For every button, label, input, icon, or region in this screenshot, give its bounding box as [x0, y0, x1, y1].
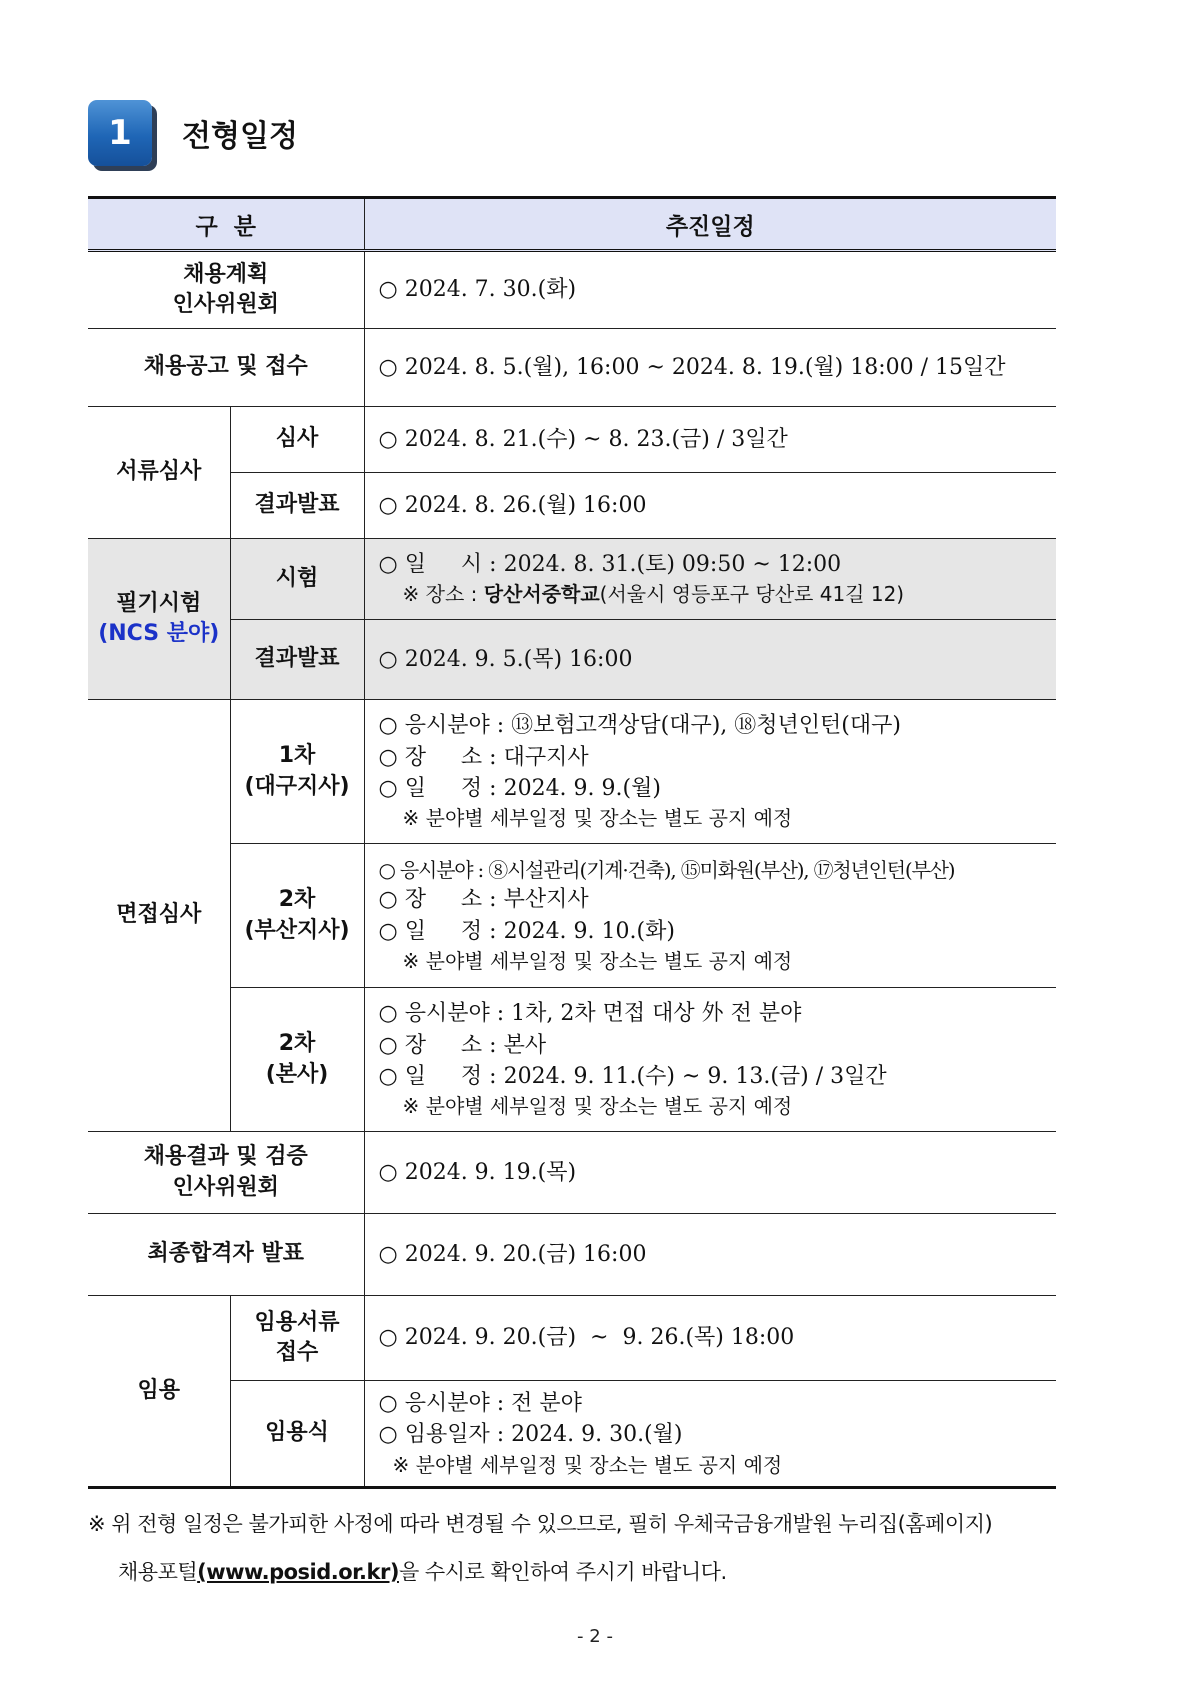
- table-row: [88, 988, 1056, 1132]
- subcategory-cell: 시험: [230, 539, 364, 620]
- schedule-cell: ○ 2024. 9. 20.(금) 16:00: [364, 1214, 1056, 1296]
- schedule-cell: ○ 응시분야 : ⑬보험고객상담(대구), ⑱청년인턴(대구) ○ 장 소 : 대구지사 ○ 일 정 : 2024. 9. 9.(월) ※ 분야별 세부일정 및 장소는 별도 공지 예정: [364, 700, 1056, 844]
- header-schedule: 추진일정: [364, 198, 1056, 251]
- subcategory-cell: 임용식: [230, 1381, 364, 1488]
- subcategory-cell: 심사: [230, 407, 364, 473]
- table-row: [88, 407, 1056, 473]
- table-row: [88, 1214, 1056, 1296]
- schedule-cell: ○ 2024. 8. 26.(월) 16:00: [364, 473, 1056, 539]
- schedule-cell: ○ 2024. 8. 5.(월), 16:00 ~ 2024. 8. 19.(월) 18:00 / 15일간: [364, 329, 1056, 407]
- footnote: [88, 1500, 1068, 1596]
- table-row: [88, 1381, 1056, 1488]
- schedule-cell: ○ 응시분야 : ⑧시설관리(기계·건축), ⑮미화원(부산), ⑰청년인턴(부산) ○ 장 소 : 부산지사 ○ 일 정 : 2024. 9. 10.(화) ※ 분야별 세부일정 및 장소는 별도 공지 예정: [364, 844, 1056, 988]
- schedule-cell: ○ 일 시 : 2024. 8. 31.(토) 09:50 ~ 12:00 ※ 장소 : 당산서중학교(서울시 영등포구 당산로 41길 12): [364, 539, 1056, 620]
- category-cell: 면접심사: [88, 700, 230, 1132]
- subcategory-cell: 2차 (본사): [230, 988, 364, 1132]
- schedule-cell: ○ 응시분야 : 전 분야 ○ 임용일자 : 2024. 9. 30.(월) ※ 분야별 세부일정 및 장소는 별도 공지 예정: [364, 1381, 1056, 1488]
- schedule-cell: ○ 2024. 9. 20.(금) ~ 9. 26.(목) 18:00: [364, 1296, 1056, 1381]
- table-row: [88, 700, 1056, 844]
- category-cell: 임용: [88, 1296, 230, 1488]
- table-row: [88, 539, 1056, 620]
- subcategory-cell: 1차 (대구지사): [230, 700, 364, 844]
- footnote-line-1: ※ 위 전형 일정은 불가피한 사정에 따라 변경될 수 있으므로, 필히 우체국금융개발원 누리집(홈페이지): [88, 1512, 993, 1536]
- recruit-portal-link[interactable]: (www.posid.or.kr): [197, 1560, 399, 1584]
- table-row: [88, 1296, 1056, 1381]
- section-title: 전형일정: [182, 119, 298, 154]
- schedule-cell: ○ 2024. 8. 21.(수) ~ 8. 23.(금) / 3일간: [364, 407, 1056, 473]
- subcategory-cell: 결과발표: [230, 473, 364, 539]
- subcategory-cell: 임용서류 접수: [230, 1296, 364, 1381]
- subcategory-cell: 2차 (부산지사): [230, 844, 364, 988]
- footnote-line-2: 채용포털(www.posid.or.kr)을 수시로 확인하여 주시기 바랍니다.: [118, 1560, 727, 1584]
- table-row: [88, 473, 1056, 539]
- schedule-cell: ○ 2024. 9. 5.(목) 16:00: [364, 620, 1056, 700]
- table-row: [88, 1132, 1056, 1214]
- section-number-badge: 1: [88, 100, 152, 166]
- venue-note: ※ 장소 : 당산서중학교(서울시 영등포구 당산로 41길 12): [402, 582, 905, 607]
- table-header-row: [88, 198, 1056, 251]
- schedule-cell: ○ 2024. 9. 19.(목): [364, 1132, 1056, 1214]
- table-row: [88, 844, 1056, 988]
- category-cell: 필기시험 (NCS 분야): [88, 539, 230, 700]
- table-row: [88, 329, 1056, 407]
- category-cell: 채용결과 및 검증 인사위원회: [88, 1132, 364, 1214]
- table-row: [88, 620, 1056, 700]
- section-heading: [88, 98, 298, 168]
- category-cell: 채용계획 인사위원회: [88, 251, 364, 329]
- schedule-table: [88, 196, 1056, 1489]
- schedule-cell: ○ 2024. 7. 30.(화): [364, 251, 1056, 329]
- table-row: [88, 251, 1056, 329]
- category-cell: 채용공고 및 접수: [88, 329, 364, 407]
- page-number: - 2 -: [577, 1626, 613, 1647]
- category-cell: 최종합격자 발표: [88, 1214, 364, 1296]
- category-cell: 서류심사: [88, 407, 230, 539]
- header-category: 구 분: [88, 198, 364, 251]
- schedule-cell: ○ 응시분야 : 1차, 2차 면접 대상 外 전 분야 ○ 장 소 : 본사 ○ 일 정 : 2024. 9. 11.(수) ~ 9. 13.(금) / 3일간 ※ 분야별 세부일정 및 장소는 별도 공지 예정: [364, 988, 1056, 1132]
- subcategory-cell: 결과발표: [230, 620, 364, 700]
